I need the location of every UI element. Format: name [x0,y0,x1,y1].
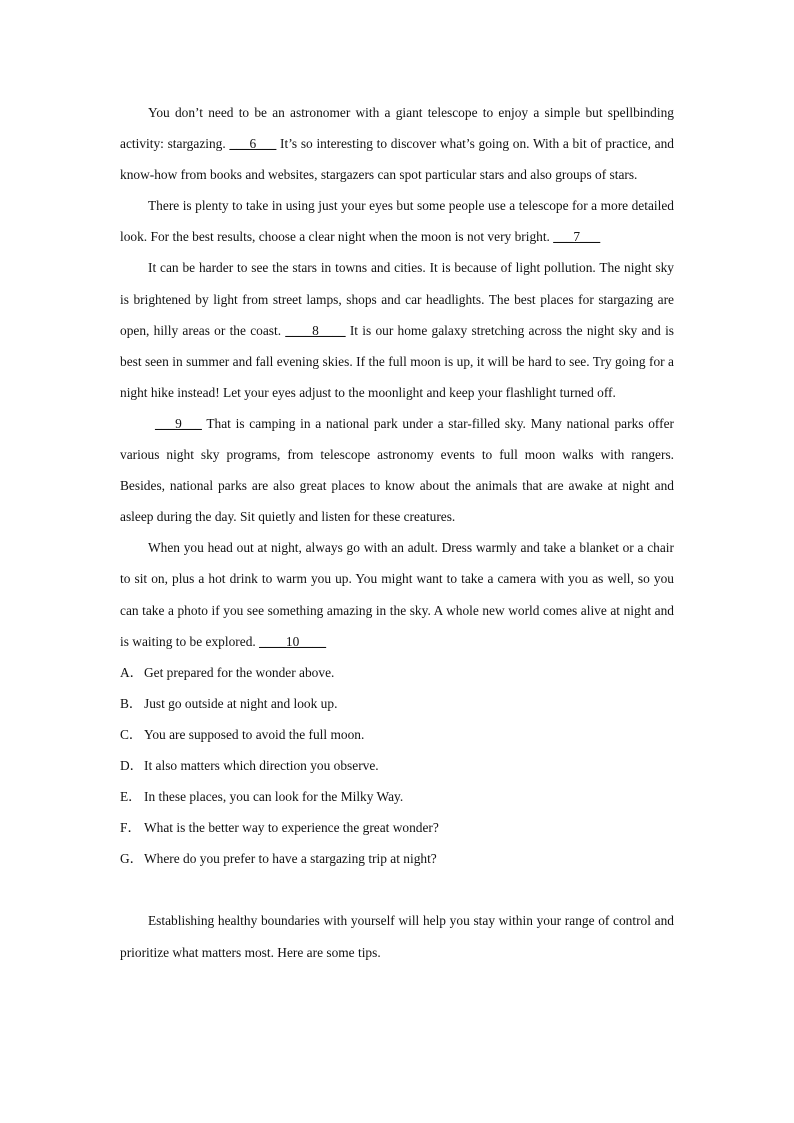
option-g [120,843,674,874]
option-f [120,812,674,843]
option-text: It also matters which direction you observe. [144,757,379,773]
passage-paragraph-2 [120,190,674,252]
option-text: Just go outside at night and look up. [144,695,338,711]
option-e [120,781,674,812]
paragraph-text: It is our home galaxy stretching across the night sky and is best seen in summer and fall evening skies. If the full moon is up, it will be hard to see. Try going for a night hike instead! Let your eyes adjust to the moonlight and keep your flashlight turned off. [120,322,674,400]
option-text: You are supposed to avoid the full moon. [144,726,365,742]
paragraph-text: That is camping in a national park under a star-filled sky. Many national parks offer various night sky programs, from telescope astronomy events to full moon walks with rangers. Besides, national parks are also great places to know about the animals that are awake at night and asleep during the day. Sit quietly and listen for these creatures. [120,415,674,525]
passage-paragraph-5 [120,532,674,656]
option-letter: G． [120,851,144,867]
option-letter: B． [120,695,143,711]
blank-9: ___9___ [155,415,202,431]
next-passage-paragraph-1 [120,905,674,967]
paragraph-text: It’s so interesting to discover what’s going on. With a bit of practice, and know-how from books and websites, stargazers can spot particular stars and also groups of stars. [120,136,674,183]
option-letter: E． [120,789,142,805]
blank-7: ___7___ [553,229,601,245]
options-list [120,657,674,875]
paragraph-text: There is plenty to take in using just your eyes but some people use a telescope for a more detailed look. For the best results, choose a clear night when the moon is not very bright. [120,198,674,245]
option-d [120,750,674,781]
option-letter: D． [120,757,144,773]
passage-paragraph-4 [120,408,674,532]
section-gap [120,874,674,905]
blank-10: ____10____ [259,633,327,649]
option-text: What is the better way to experience the great wonder? [144,820,439,836]
blank-6: ___6___ [229,136,277,152]
blank-8: ____8____ [285,322,346,338]
option-a [120,657,674,688]
option-text: Get prepared for the wonder above. [144,664,335,680]
paragraph-text: It can be harder to see the stars in towns and cities. It is because of light pollution. The night sky is brightened by light from street lamps, shops and car headlights. The best places for stargazing are open, hilly areas or the coast. [120,260,674,338]
passage-paragraph-1 [120,97,674,190]
passage-paragraph-3 [120,252,674,407]
document-page [120,97,674,968]
option-c [120,719,674,750]
paragraph-text: Establishing healthy boundaries with yourself will help you stay within your range of control and prioritize what matters most. Here are some tips. [120,913,674,960]
option-text: In these places, you can look for the Milky Way. [144,789,404,805]
option-letter: C． [120,726,143,742]
option-text: Where do you prefer to have a stargazing trip at night? [144,851,437,867]
option-letter: F． [120,820,141,836]
option-b [120,688,674,719]
option-letter: A． [120,664,144,680]
paragraph-text: You don’t need to be an astronomer with a giant telescope to enjoy a simple but spellbinding activity: stargazing. [120,105,674,152]
paragraph-text: When you head out at night, always go with an adult. Dress warmly and take a blanket or a chair to sit on, plus a hot drink to warm you up. You might want to take a camera with you as well, so you can take a photo if you see something amazing in the sky. A whole new world comes alive at night and is waiting to be explored. [120,540,674,649]
